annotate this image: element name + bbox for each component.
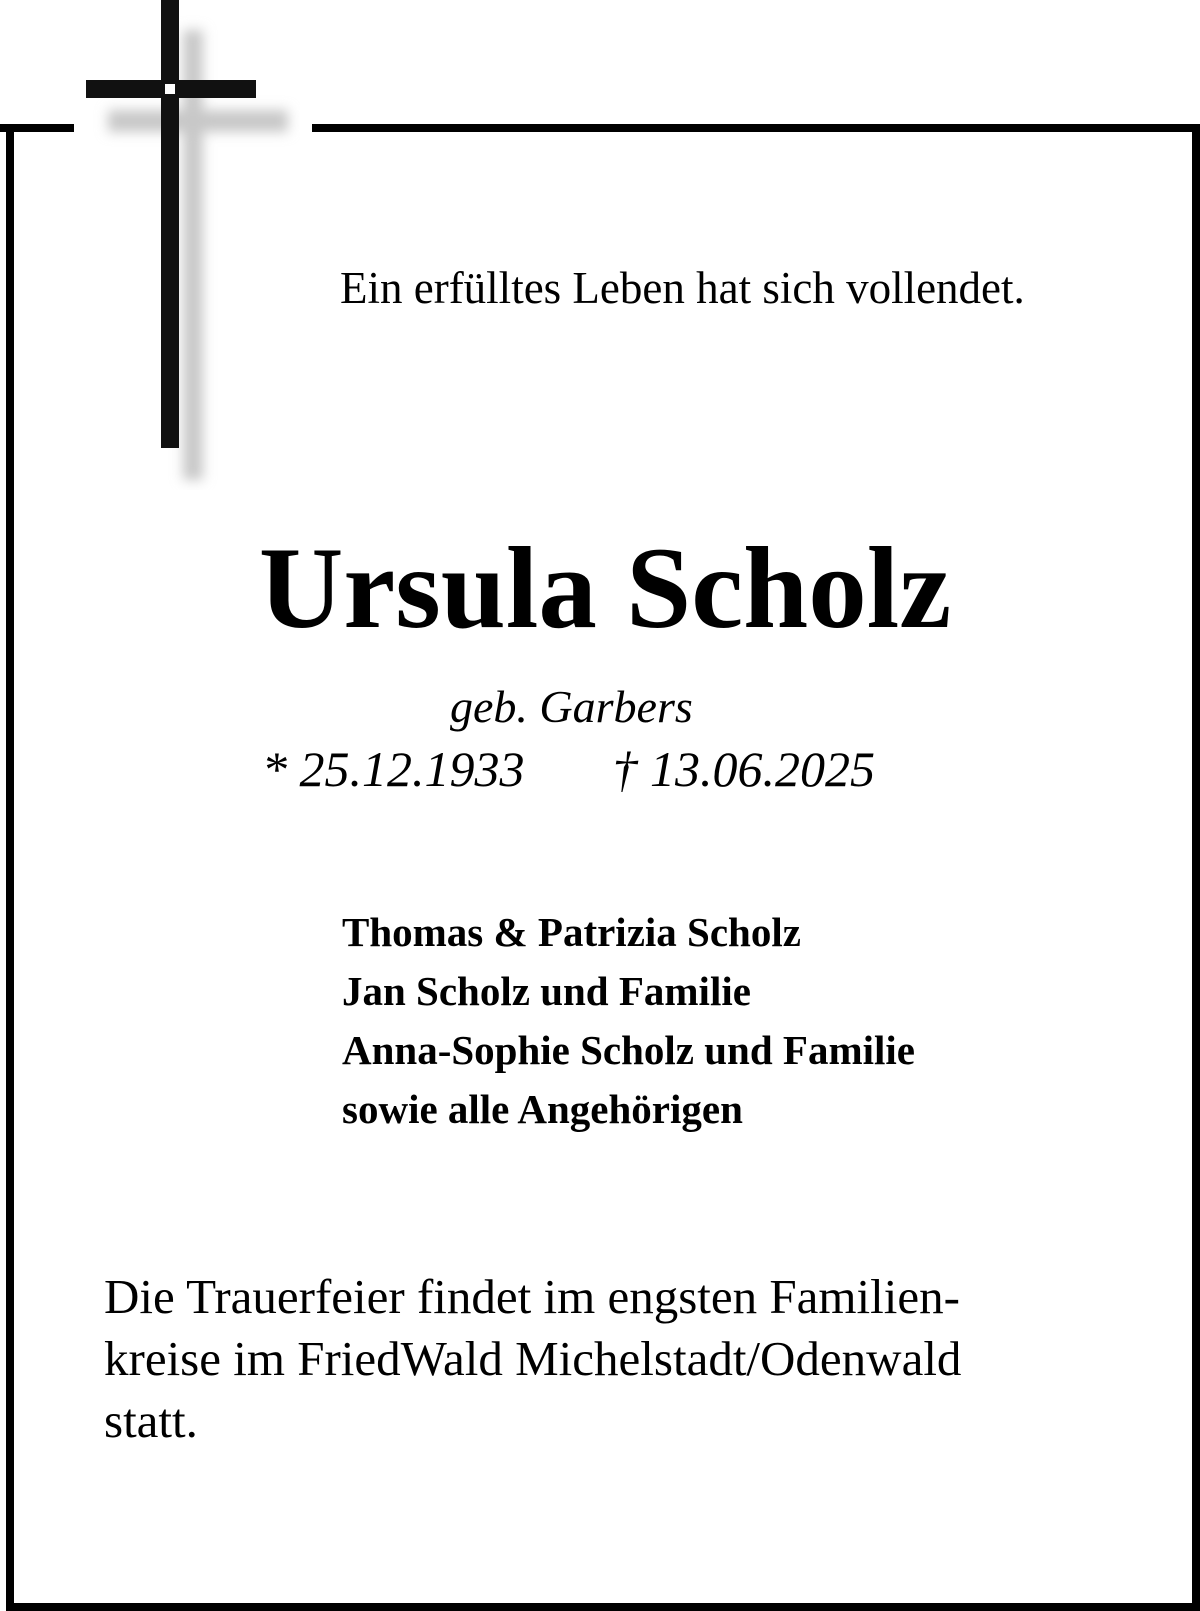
frame-right-border <box>1192 124 1200 1611</box>
birth-name: geb. Garbers <box>450 681 693 732</box>
mourner-line: Anna-Sophie Scholz und Familie <box>342 1027 915 1073</box>
notice-line: statt. <box>104 1393 198 1448</box>
notice-line: Die Trauerfeier findet im engsten Familien- <box>104 1269 960 1324</box>
mourner-line: sowie alle Angehörigen <box>342 1086 743 1132</box>
mourner-line: Thomas & Patrizia Scholz <box>342 909 801 955</box>
motto-text: Ein erfülltes Leben hat sich vollendet. <box>340 263 1025 313</box>
mourner-line: Jan Scholz und Familie <box>342 968 751 1014</box>
funeral-notice <box>104 1266 961 1452</box>
birth-date: * 25.12.1933 <box>262 741 525 797</box>
life-dates <box>262 740 875 798</box>
death-date: † 13.06.2025 <box>612 741 875 797</box>
deceased-name: Ursula Scholz <box>258 524 952 653</box>
mourners-list <box>342 903 915 1139</box>
cross-icon <box>80 0 300 490</box>
frame-left-border <box>6 124 14 1611</box>
notice-line: kreise im FriedWald Michelstadt/Odenwald <box>104 1331 962 1386</box>
frame-top-right-segment <box>312 124 1200 132</box>
frame-bottom-border <box>6 1603 1200 1611</box>
